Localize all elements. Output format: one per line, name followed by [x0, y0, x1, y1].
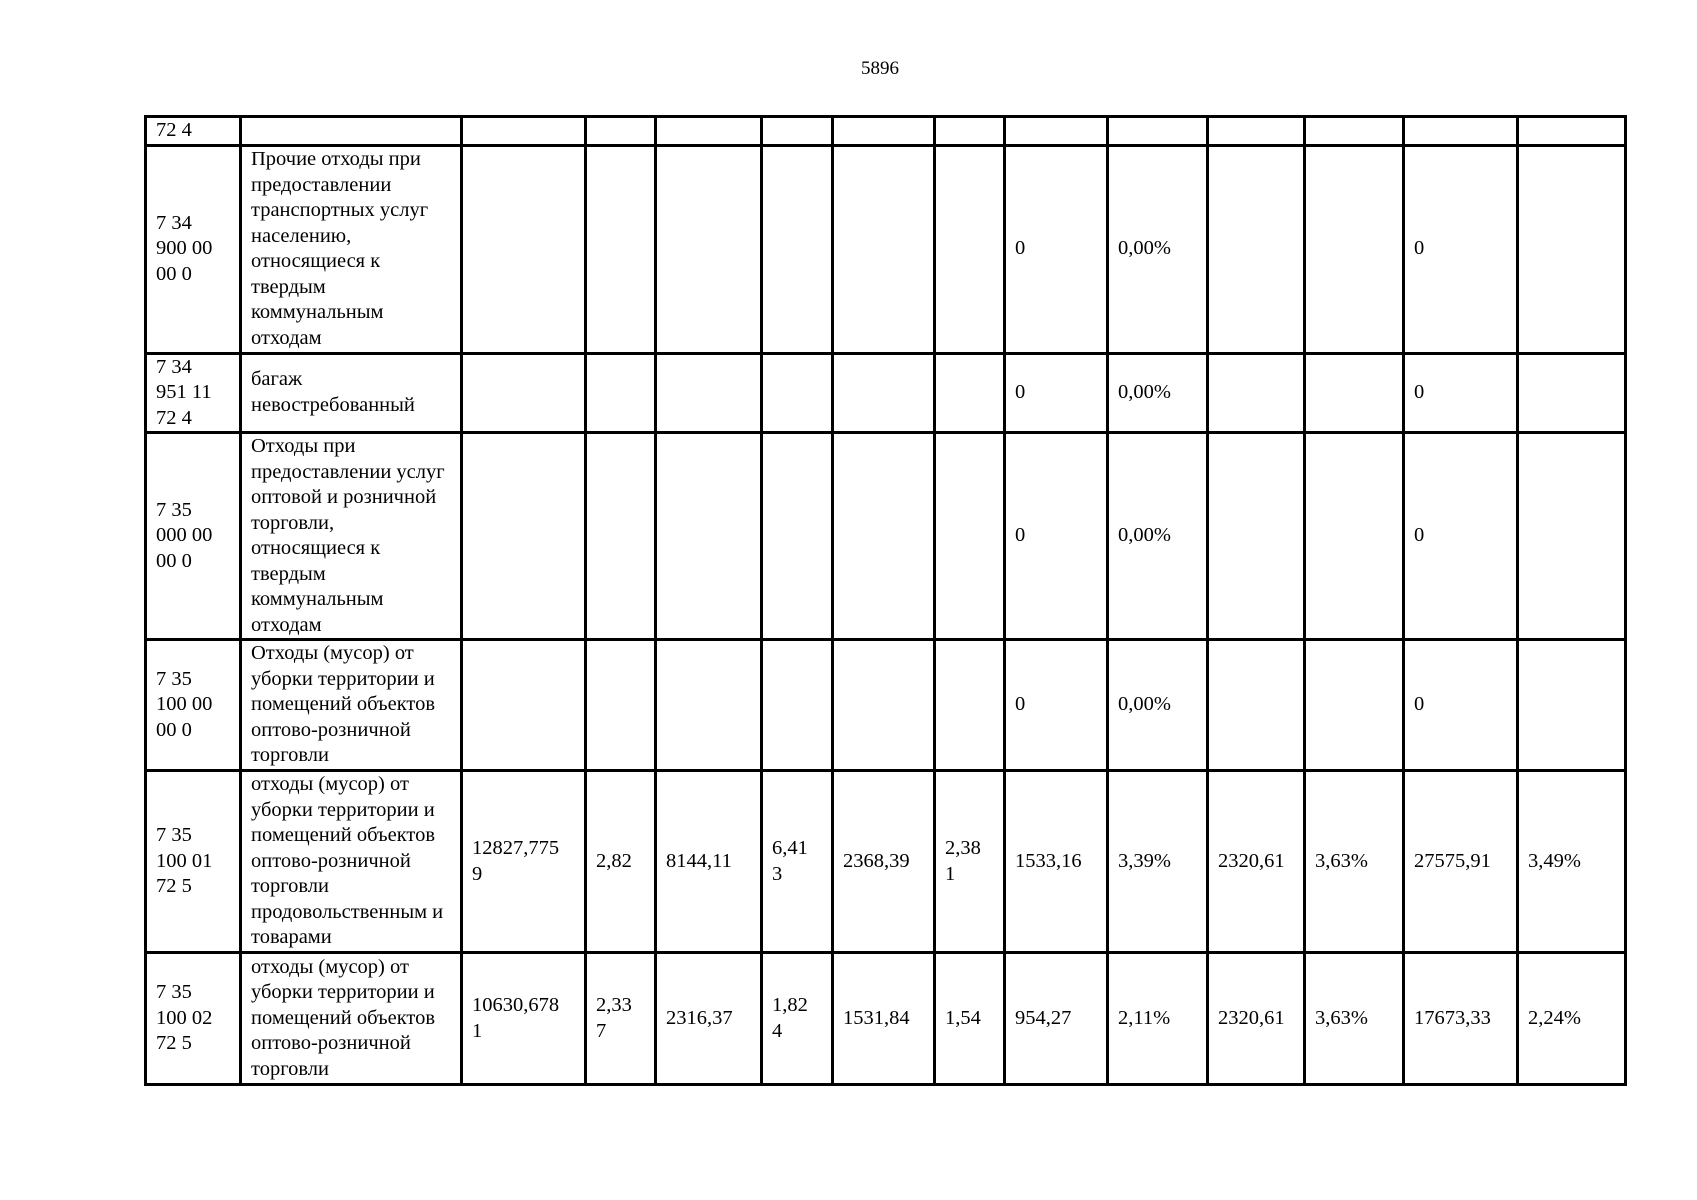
value-cell-9 [1208, 640, 1305, 771]
waste-name-cell: багаж невостребованный [241, 353, 462, 433]
value-cell-7: 0 [1005, 640, 1108, 771]
value-cell-5 [833, 353, 935, 433]
waste-code-cell: 72 4 [146, 117, 241, 146]
value-cell-10 [1305, 433, 1404, 640]
waste-name-cell: Отходы (мусор) от уборки территории и помещений объектов оптово-розничной торговли [241, 640, 462, 771]
table-row [146, 953, 1626, 1085]
value-cell-7: 0 [1005, 353, 1108, 433]
value-cell-6 [935, 433, 1005, 640]
value-cell-12 [1518, 640, 1626, 771]
value-cell-3 [656, 353, 762, 433]
value-cell-5: 2368,39 [833, 771, 935, 953]
value-cell-8: 0,00% [1108, 145, 1208, 353]
value-cell-3 [656, 117, 762, 146]
table-row [146, 433, 1626, 640]
value-cell-2: 2,82 [586, 771, 656, 953]
value-cell-4 [762, 433, 833, 640]
waste-code-cell: 7 35 000 00 00 0 [146, 433, 241, 640]
value-cell-4 [762, 145, 833, 353]
value-cell-2: 2,33 7 [586, 953, 656, 1085]
page-number: 5896 [861, 58, 899, 79]
value-cell-6 [935, 117, 1005, 146]
value-cell-9 [1208, 117, 1305, 146]
value-cell-9 [1208, 353, 1305, 433]
value-cell-9 [1208, 145, 1305, 353]
value-cell-2 [586, 145, 656, 353]
value-cell-8 [1108, 117, 1208, 146]
value-cell-7: 0 [1005, 145, 1108, 353]
value-cell-11: 0 [1404, 640, 1518, 771]
value-cell-3: 2316,37 [656, 953, 762, 1085]
value-cell-10 [1305, 117, 1404, 146]
value-cell-5 [833, 433, 935, 640]
value-cell-5: 1531,84 [833, 953, 935, 1085]
value-cell-11: 0 [1404, 433, 1518, 640]
value-cell-11: 17673,33 [1404, 953, 1518, 1085]
value-cell-8: 0,00% [1108, 353, 1208, 433]
waste-name-cell: Отходы при предоставлении услуг оптовой и розничной торговли, относящиеся к твердым коммунальным отходам [241, 433, 462, 640]
value-cell-5 [833, 640, 935, 771]
value-cell-5 [833, 117, 935, 146]
value-cell-10 [1305, 145, 1404, 353]
value-cell-6 [935, 145, 1005, 353]
value-cell-11: 0 [1404, 353, 1518, 433]
value-cell-3 [656, 433, 762, 640]
value-cell-1 [462, 353, 586, 433]
value-cell-12: 2,24% [1518, 953, 1626, 1085]
value-cell-2 [586, 640, 656, 771]
value-cell-8: 3,39% [1108, 771, 1208, 953]
value-cell-4 [762, 640, 833, 771]
value-cell-12 [1518, 353, 1626, 433]
value-cell-9: 2320,61 [1208, 771, 1305, 953]
value-cell-3 [656, 145, 762, 353]
value-cell-2 [586, 117, 656, 146]
waste-code-cell: 7 35 100 00 00 0 [146, 640, 241, 771]
value-cell-1 [462, 117, 586, 146]
value-cell-4: 6,41 3 [762, 771, 833, 953]
value-cell-12 [1518, 117, 1626, 146]
waste-code-cell: 7 34 951 11 72 4 [146, 353, 241, 433]
value-cell-11: 0 [1404, 145, 1518, 353]
value-cell-11: 27575,91 [1404, 771, 1518, 953]
table-row [146, 117, 1626, 146]
waste-name-cell: отходы (мусор) от уборки территории и помещений объектов оптово-розничной торговли [241, 953, 462, 1085]
value-cell-8: 2,11% [1108, 953, 1208, 1085]
value-cell-1: 12827,775 9 [462, 771, 586, 953]
waste-name-cell: отходы (мусор) от уборки территории и помещений объектов оптово-розничной торговли продовольственным и товарами [241, 771, 462, 953]
value-cell-2 [586, 433, 656, 640]
value-cell-7: 0 [1005, 433, 1108, 640]
value-cell-12: 3,49% [1518, 771, 1626, 953]
value-cell-7 [1005, 117, 1108, 146]
value-cell-3: 8144,11 [656, 771, 762, 953]
value-cell-4: 1,82 4 [762, 953, 833, 1085]
waste-name-cell: Прочие отходы при предоставлении транспортных услуг населению, относящиеся к твердым коммунальным отходам [241, 145, 462, 353]
value-cell-10: 3,63% [1305, 953, 1404, 1085]
value-cell-11 [1404, 117, 1518, 146]
table-row [146, 353, 1626, 433]
table-row [146, 771, 1626, 953]
value-cell-4 [762, 117, 833, 146]
value-cell-6 [935, 353, 1005, 433]
value-cell-6 [935, 640, 1005, 771]
value-cell-10: 3,63% [1305, 771, 1404, 953]
waste-name-cell [241, 117, 462, 146]
value-cell-8: 0,00% [1108, 640, 1208, 771]
waste-code-cell: 7 35 100 02 72 5 [146, 953, 241, 1085]
value-cell-9 [1208, 433, 1305, 640]
value-cell-1 [462, 145, 586, 353]
value-cell-1 [462, 640, 586, 771]
waste-code-cell: 7 35 100 01 72 5 [146, 771, 241, 953]
value-cell-3 [656, 640, 762, 771]
table-row [146, 145, 1626, 353]
value-cell-12 [1518, 433, 1626, 640]
value-cell-12 [1518, 145, 1626, 353]
value-cell-8: 0,00% [1108, 433, 1208, 640]
value-cell-1 [462, 433, 586, 640]
value-cell-6: 2,38 1 [935, 771, 1005, 953]
value-cell-2 [586, 353, 656, 433]
table-row [146, 640, 1626, 771]
value-cell-1: 10630,678 1 [462, 953, 586, 1085]
value-cell-10 [1305, 640, 1404, 771]
waste-table [144, 115, 1627, 1086]
value-cell-10 [1305, 353, 1404, 433]
value-cell-9: 2320,61 [1208, 953, 1305, 1085]
value-cell-5 [833, 145, 935, 353]
value-cell-7: 954,27 [1005, 953, 1108, 1085]
value-cell-4 [762, 353, 833, 433]
value-cell-7: 1533,16 [1005, 771, 1108, 953]
waste-code-cell: 7 34 900 00 00 0 [146, 145, 241, 353]
value-cell-6: 1,54 [935, 953, 1005, 1085]
